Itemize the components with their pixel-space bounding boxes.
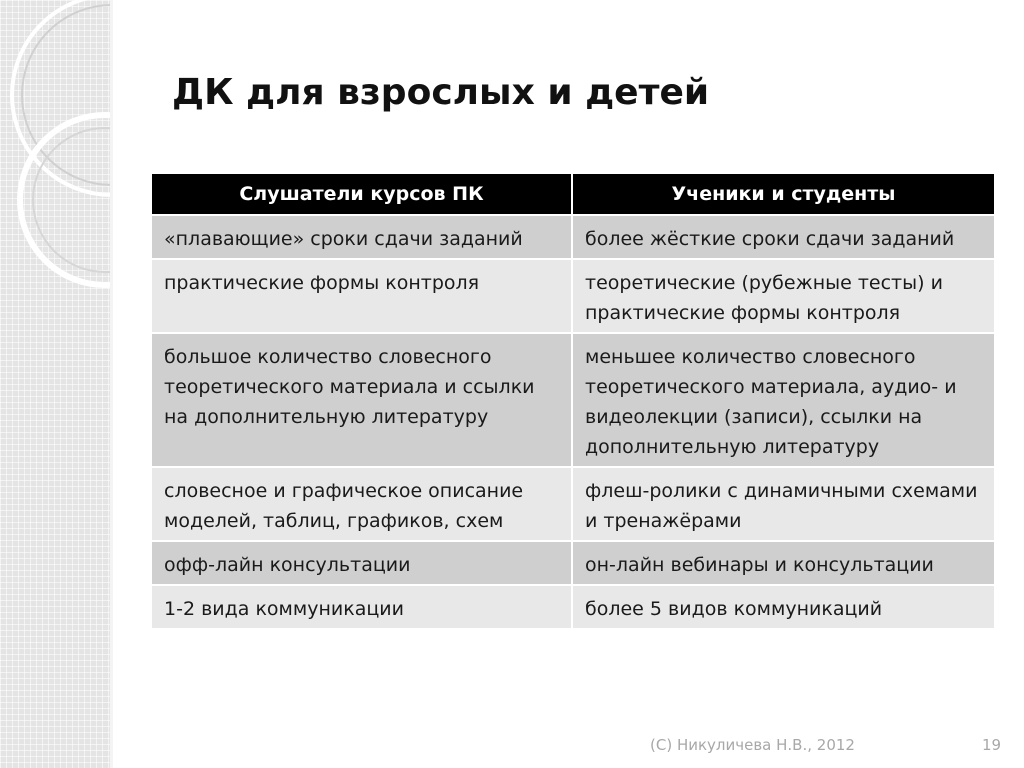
table-cell: более жёсткие сроки сдачи заданий [572, 215, 994, 259]
table-cell: большое количество словесного теоретического материала и ссылки на дополнительную литературу [152, 333, 572, 467]
slide-title: ДК для взрослых и детей [172, 72, 710, 113]
column-header-pk-students: Слушатели курсов ПК [152, 174, 572, 215]
table-row [152, 585, 994, 629]
table-cell: он-лайн вебинары и консультации [572, 541, 994, 585]
table-row [152, 259, 994, 333]
table-row [152, 467, 994, 541]
table-cell: теоретические (рубежные тесты) и практические формы контроля [572, 259, 994, 333]
table-cell: флеш-ролики с динамичными схемами и тренажёрами [572, 467, 994, 541]
decorative-circles [0, 0, 113, 768]
table-row [152, 541, 994, 585]
table-header-row [152, 174, 994, 215]
decorative-circle-medium-inner [33, 128, 113, 272]
table-cell: словесное и графическое описание моделей, таблиц, графиков, схем [152, 467, 572, 541]
slide-footer-copyright: (C) Никуличева Н.В., 2012 [650, 736, 855, 754]
slide-page-number: 19 [982, 736, 1002, 754]
table-row [152, 333, 994, 467]
comparison-table [152, 174, 994, 630]
decorative-side-strip [0, 0, 113, 768]
column-header-school-students: Ученики и студенты [572, 174, 994, 215]
table-cell: более 5 видов коммуникаций [572, 585, 994, 629]
table-cell: «плавающие» сроки сдачи заданий [152, 215, 572, 259]
table-cell: 1-2 вида коммуникации [152, 585, 572, 629]
table-cell: практические формы контроля [152, 259, 572, 333]
table-cell: офф-лайн консультации [152, 541, 572, 585]
table-cell: меньшее количество словесного теоретического материала, аудио- и видеолекции (записи), ссылки на дополнительную литературу [572, 333, 994, 467]
table-row [152, 215, 994, 259]
